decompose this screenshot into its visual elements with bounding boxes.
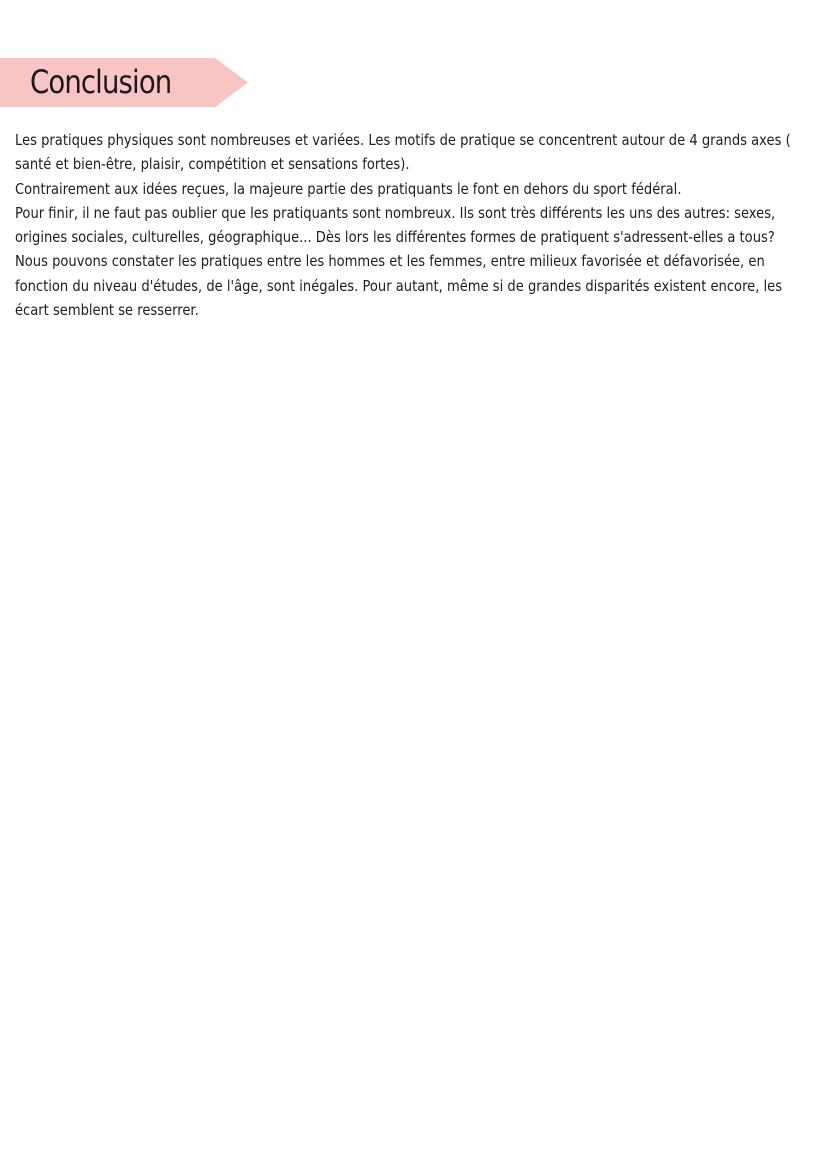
paragraph-federal: Contrairement aux idées reçues, la majeure partie des pratiquants le font en dehors du sport fédéral.: [15, 179, 682, 198]
conclusion-body: [15, 128, 801, 322]
page-title: Conclusion: [30, 63, 172, 101]
paragraph-motifs: Les pratiques physiques sont nombreuses et variées. Les motifs de pratique se concentrent autour de 4 grands axes ( santé et bien-être, plaisir, compétition et sensations fortes).: [15, 131, 791, 174]
paragraph-inegalites: Pour finir, il ne faut pas oublier que les pratiquants sont nombreux. Ils sont très différents les uns des autres: sexes, origines sociales, culturelles, géographique... Dès lors les différentes formes de pratiquent s'adressent-elles a tous? Nous pouvons constater les pratiques entre les hommes et les femmes, entre milieux favorisée et défavorisée, en fonction du niveau d'études, de l'âge, sont inégales. Pour autant, même si de grandes disparités existent encore, les écart semblent se resserrer.: [15, 203, 783, 320]
